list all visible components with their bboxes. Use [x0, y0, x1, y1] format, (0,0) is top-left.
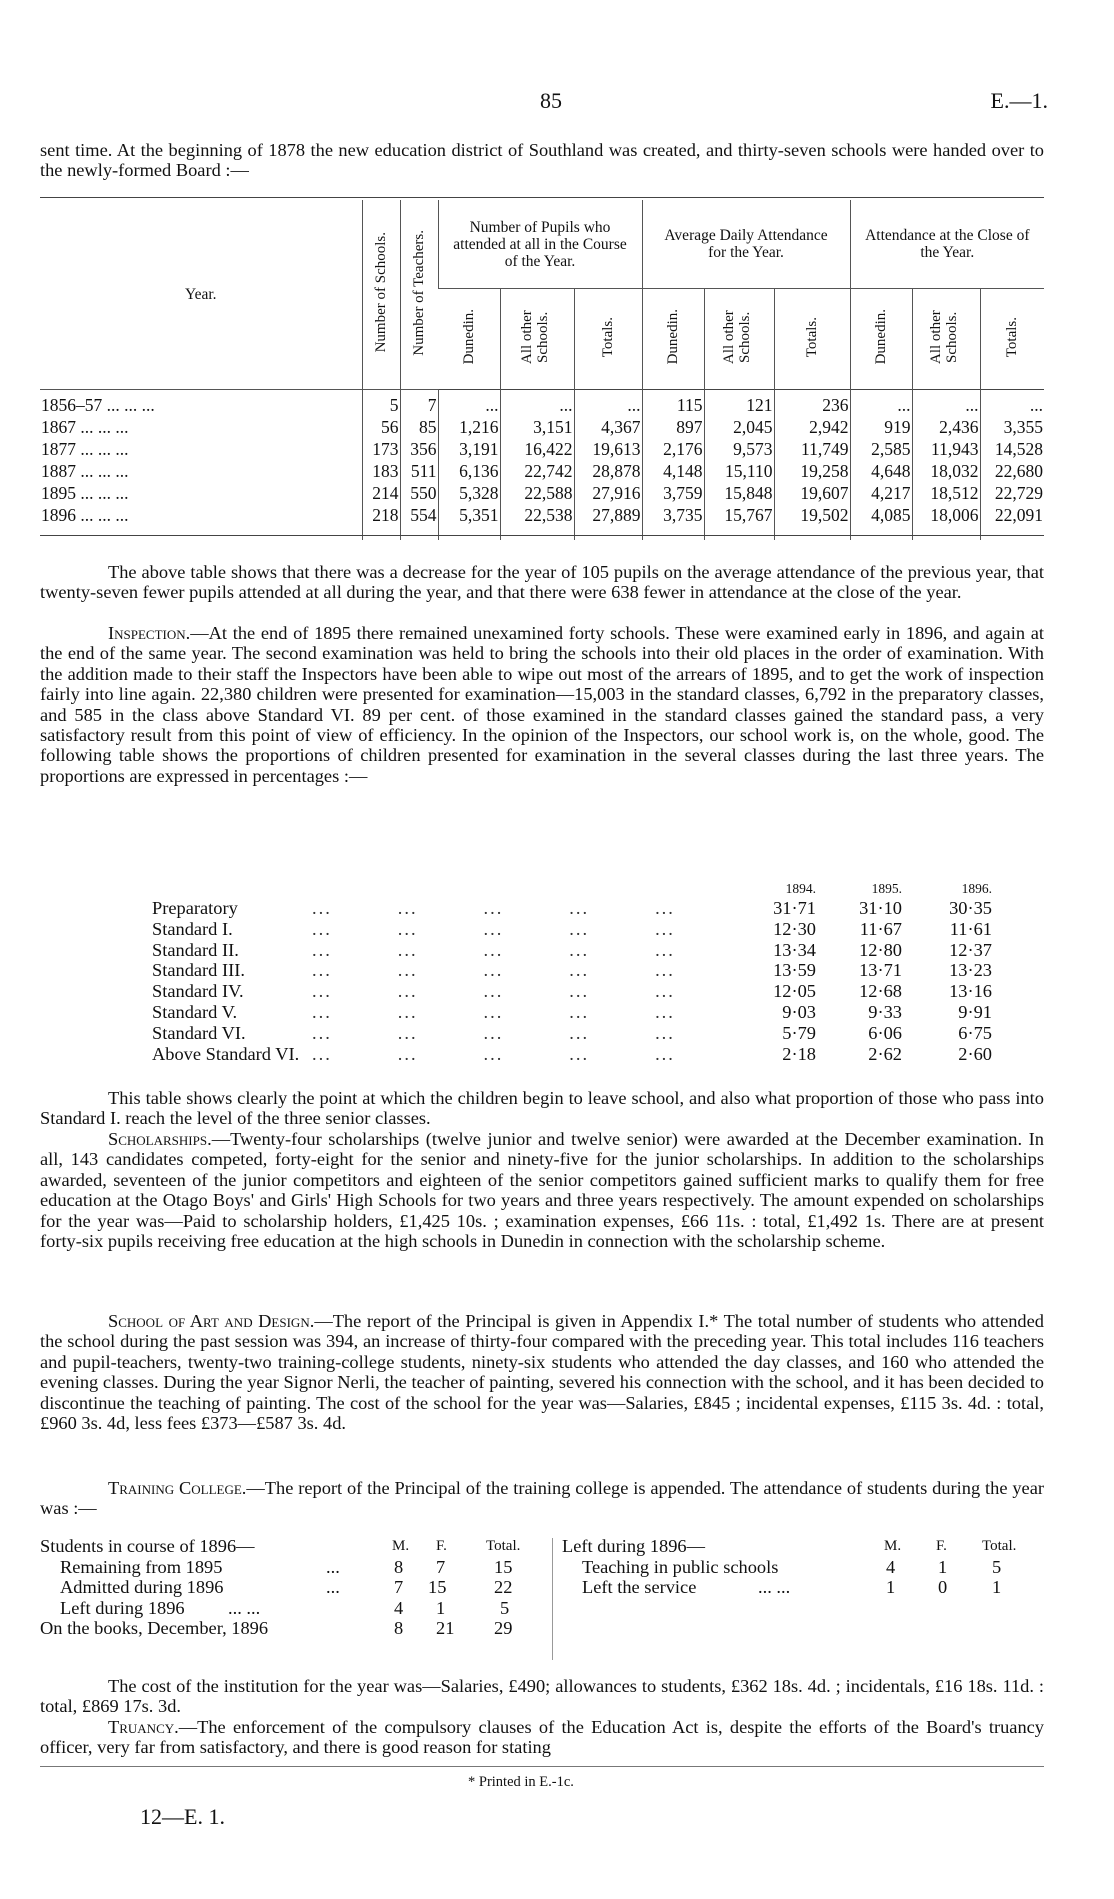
cell-b-d: 4,148 — [642, 460, 704, 482]
cell-c-d: 4,085 — [850, 504, 912, 526]
sub-dunedin-header: Dunedin. — [665, 309, 682, 365]
cell-c-o: 18,032 — [912, 460, 980, 482]
percentage-value: 5·79 — [782, 1022, 816, 1043]
list-item — [152, 918, 992, 940]
paragraph-inspection — [40, 623, 1044, 786]
sub-totals-header: Totals. — [1004, 316, 1021, 358]
row-label: Teaching in public schools — [582, 1556, 779, 1577]
cell-schools: 214 — [362, 482, 400, 504]
cell-a-d: 3,191 — [438, 438, 500, 460]
sub-other-header: All other Schools. — [519, 310, 551, 364]
value-m: 7 — [394, 1577, 404, 1597]
group-average-header: Average Daily Attendance for the Year. — [642, 200, 850, 289]
cell-c-t: ... — [980, 390, 1044, 417]
class-label: Above Standard VI. — [152, 1043, 300, 1064]
value-f: 0 — [938, 1577, 948, 1597]
cell-year: 1856–57 ... ... ... — [41, 395, 155, 415]
cell-a-o: 22,742 — [500, 460, 574, 482]
cell-b-o: 15,110 — [704, 460, 774, 482]
percentage-value: 30·35 — [949, 898, 992, 918]
value-total: 1 — [992, 1577, 1002, 1597]
percentage-value: 13·71 — [859, 960, 902, 981]
list-item — [152, 1022, 992, 1044]
percentage-value: 13·16 — [949, 981, 992, 1002]
cell-c-o: ... — [912, 390, 980, 417]
cell-year: 1877 ... ... ... — [41, 439, 129, 459]
dot-leader: ... ... ... ... ... — [312, 981, 675, 1002]
sub-other-header: All other Schools. — [721, 310, 754, 364]
cell-year: 1895 ... ... ... — [41, 483, 129, 503]
cell-c-t: 22,680 — [980, 460, 1044, 482]
cell-a-d: 6,136 — [438, 460, 500, 482]
list-item — [562, 1557, 1052, 1578]
col-m-header: M. — [884, 1538, 902, 1554]
dot-leader: ... ... ... ... ... — [312, 960, 675, 981]
col-f-header: F. — [936, 1538, 947, 1554]
value-m: 4 — [394, 1597, 404, 1618]
cell-c-d: 4,217 — [850, 482, 912, 504]
percentage-value: 6·75 — [958, 1022, 992, 1043]
students-in-course-title: Students in course of 1896— — [40, 1536, 255, 1556]
cell-a-o: ... — [500, 390, 574, 417]
value-m: 8 — [394, 1556, 404, 1577]
row-dots: ... — [326, 1556, 340, 1577]
cell-c-o: 2,436 — [912, 416, 980, 438]
col-total-header: Total. — [982, 1538, 1017, 1554]
cell-b-o: 121 — [704, 390, 774, 417]
dot-leader: ... ... ... ... ... — [312, 898, 675, 918]
scholarships-heading: Scholarships. — [108, 1129, 212, 1149]
row-dots: ... — [326, 1577, 340, 1597]
value-f: 7 — [436, 1556, 446, 1577]
year-header-1896: 1896. — [961, 881, 992, 896]
cell-c-d: 2,585 — [850, 438, 912, 460]
value-f: 1 — [436, 1597, 446, 1618]
class-label: Standard V. — [152, 1001, 238, 1022]
cell-schools: 218 — [362, 504, 400, 526]
percentage-value: 12·05 — [773, 981, 816, 1002]
page-reference: E.—1. — [990, 88, 1048, 113]
cell-b-d: 897 — [642, 416, 704, 438]
dot-leader: ... ... ... ... ... — [312, 939, 675, 960]
cell-a-d: ... — [438, 390, 500, 417]
art-design-text: —The report of the Principal is given in Appendix I.* The total number of students who attended the school during the past session was 394, an increase of thirty-four compared with the preceding year. This total includes 116 teachers and pupil-teachers, twenty-two training-college students, ninety-six students who attended the day classes, and 160 who attended the evening classes. During the year Signor Nerli, the teacher of painting, severed his connection with the school, and it has been decided to discontinue the teaching of painting. The cost of the school for the year was—Salaries, £845 ; incidental expenses, £115 3s. 4d. : total, £960 3s. 4d, less fees £373—£587 3s. 4d. — [40, 1311, 1044, 1434]
cell-schools: 173 — [362, 438, 400, 460]
table-top-rule — [40, 197, 1044, 198]
cell-c-d: ... — [850, 390, 912, 417]
cell-a-t: 19,613 — [574, 438, 642, 460]
cell-year: 1896 ... ... ... — [41, 505, 129, 525]
list-item — [40, 1598, 550, 1619]
table-spacer-row — [40, 526, 1044, 540]
percentage-value: 12·37 — [949, 939, 992, 960]
cell-b-d: 2,176 — [642, 438, 704, 460]
statistics-table — [40, 200, 1044, 540]
dot-leader: ... ... ... ... ... — [312, 1022, 675, 1043]
cell-b-t: 2,942 — [774, 416, 850, 438]
cell-schools: 5 — [362, 390, 400, 417]
sub-other-header: All other Schools. — [928, 310, 961, 364]
list-item — [152, 1001, 992, 1023]
truancy-heading: Truancy. — [108, 1717, 179, 1737]
dot-leader: ... ... ... ... ... — [312, 1043, 675, 1064]
percentage-value: 6·06 — [868, 1022, 902, 1043]
value-total: 15 — [494, 1556, 513, 1577]
cell-a-t: 28,878 — [574, 460, 642, 482]
cell-a-o: 3,151 — [500, 416, 574, 438]
cell-b-t: 19,258 — [774, 460, 850, 482]
cell-a-d: 5,328 — [438, 482, 500, 504]
list-item — [152, 898, 992, 919]
col-total-header: Total. — [486, 1538, 521, 1554]
percentages-table — [152, 880, 992, 1064]
cell-teachers: 511 — [400, 460, 438, 482]
cell-b-d: 3,735 — [642, 504, 704, 526]
percentage-value: 12·68 — [859, 981, 902, 1002]
list-item — [152, 960, 992, 981]
cell-c-t: 3,355 — [980, 416, 1044, 438]
cell-teachers: 356 — [400, 438, 438, 460]
inspection-text: —At the end of 1895 there remained unexamined forty schools. These were examined early in 1896, and again at the end of the same year. The second examination was held to bring the schools into their old places in the order of examination. With the addition made to their staff the Inspectors have been able to wipe out most of the arrears of 1895, and to get the work of inspection fairly into line again. 22,380 children were presented for examination—15,003 in the standard classes, 6,792 in the preparatory classes, and 585 in the class above Standard VI. 89 per cent. of those examined in the standard classes gained the standard pass, a very satisfactory result from this point of view of efficiency. In the opinion of the Inspectors, our school work is, on the whole, good. The following table shows the proportions of children presented for examination in the several classes during the last three years. The proportions are expressed in percentages :— — [40, 623, 1044, 786]
cell-a-d: 5,351 — [438, 504, 500, 526]
percentage-value: 2·18 — [782, 1043, 816, 1064]
cell-a-t: 27,889 — [574, 504, 642, 526]
cell-b-d: 3,759 — [642, 482, 704, 504]
cell-b-o: 2,045 — [704, 416, 774, 438]
art-design-heading: School of Art and Design. — [108, 1311, 315, 1331]
cell-teachers: 550 — [400, 482, 438, 504]
cell-teachers: 554 — [400, 504, 438, 526]
cell-b-o: 9,573 — [704, 438, 774, 460]
col-year-header: Year. — [40, 200, 362, 390]
table-row — [40, 460, 1044, 482]
cell-schools: 183 — [362, 460, 400, 482]
training-table-divider — [552, 1538, 553, 1660]
row-label: On the books, December, 1896 — [40, 1618, 269, 1638]
row-label: Left during 1896 — [60, 1597, 185, 1618]
footer-reference: 12—E. 1. — [140, 1804, 225, 1829]
table-bottom-rule — [40, 535, 1044, 536]
col-schools-header: Number of Schools. — [373, 232, 389, 353]
paragraph-training-college — [40, 1478, 1044, 1519]
paragraph-art-design — [40, 1311, 1044, 1433]
cell-c-t: 14,528 — [980, 438, 1044, 460]
row-label: Remaining from 1895 — [60, 1556, 223, 1577]
value-m: 8 — [394, 1618, 404, 1638]
class-label: Standard I. — [152, 918, 233, 939]
year-header-1895: 1895. — [871, 881, 902, 896]
dot-leader: ... ... ... ... ... — [312, 918, 675, 939]
cell-teachers: 7 — [400, 390, 438, 417]
cell-a-o: 22,538 — [500, 504, 574, 526]
cell-year: 1887 ... ... ... — [41, 461, 129, 481]
table-row — [40, 504, 1044, 526]
value-f: 21 — [436, 1618, 455, 1638]
col-teachers-header: Number of Teachers. — [411, 229, 427, 356]
table-row — [40, 482, 1044, 504]
intro-paragraph: sent time. At the beginning of 1878 the new education district of Southland was created, and thirty-seven schools were handed over to the newly-formed Board :— — [40, 140, 1044, 181]
cell-c-o: 18,006 — [912, 504, 980, 526]
cell-c-t: 22,729 — [980, 482, 1044, 504]
paragraph-truancy — [40, 1717, 1044, 1758]
percentage-value: 9·33 — [868, 1001, 902, 1022]
cell-a-d: 1,216 — [438, 416, 500, 438]
cell-a-o: 16,422 — [500, 438, 574, 460]
training-text: —The report of the Principal of the training college is appended. The attendance of students during the year was :— — [40, 1478, 1044, 1519]
percentage-value: 31·10 — [859, 898, 902, 918]
truancy-text: —The enforcement of the compulsory clauses of the Education Act is, despite the efforts of the Board's truancy officer, very far from satisfactory, and there is good reason for stating — [40, 1717, 1044, 1758]
left-during-table — [562, 1536, 1052, 1598]
list-item — [152, 939, 992, 961]
footnote-rule — [40, 1766, 1044, 1767]
footnote: * Printed in E.-1c. — [468, 1774, 574, 1790]
percentage-value: 13·59 — [773, 960, 816, 981]
table-row — [40, 390, 1044, 417]
cell-schools: 56 — [362, 416, 400, 438]
list-item — [152, 981, 992, 1002]
cell-b-t: 11,749 — [774, 438, 850, 460]
cell-b-d: 115 — [642, 390, 704, 417]
inspection-heading: Inspection. — [108, 623, 191, 643]
cell-c-d: 4,648 — [850, 460, 912, 482]
list-item — [40, 1557, 550, 1578]
value-f: 1 — [938, 1556, 948, 1577]
sub-totals-header: Totals. — [600, 316, 616, 358]
cell-b-o: 15,767 — [704, 504, 774, 526]
row-label: Left the service — [582, 1577, 697, 1597]
cell-year: 1867 ... ... ... — [41, 417, 129, 437]
scholarships-text: —Twenty-four scholarships (twelve junior and twelve senior) were awarded at the December examination. In all, 143 candidates competed, forty-eight for the senior and ninety-five for the junior scholarships. In addition to the scholarships awarded, seventeen of the junior competitors and eighteen of the senior competitors gained sufficient marks to qualify them for free education at the Otago Boys' and Girls' High Schools for two years and three years respectively. The amount expended on scholarships for the year was—Paid to scholarship holders, £1,425 10s. ; examination expenses, £66 11s. : total, £1,492 1s. There are at present forty-six pupils receiving free education at the high schools in Dunedin in connection with the scholarship scheme. — [40, 1129, 1044, 1252]
class-label: Standard III. — [152, 960, 245, 981]
value-m: 4 — [886, 1556, 896, 1577]
class-label: Standard VI. — [152, 1022, 246, 1043]
cell-b-t: 19,502 — [774, 504, 850, 526]
value-total: 5 — [992, 1556, 1002, 1577]
value-total: 22 — [494, 1577, 513, 1597]
class-label: Preparatory — [152, 898, 238, 918]
list-item — [152, 1043, 992, 1065]
sub-dunedin-header: Dunedin. — [460, 309, 477, 365]
paragraph-scholarships — [40, 1129, 1044, 1251]
row-dots: ... ... — [758, 1577, 791, 1597]
cell-c-o: 11,943 — [912, 438, 980, 460]
cell-a-t: 4,367 — [574, 416, 642, 438]
list-item — [562, 1577, 1052, 1598]
left-during-title: Left during 1896— — [562, 1536, 706, 1556]
cell-c-d: 919 — [850, 416, 912, 438]
row-dots: ... ... — [228, 1597, 261, 1618]
value-m: 1 — [886, 1577, 896, 1597]
percentage-value: 13·34 — [773, 939, 816, 960]
cell-b-t: 19,607 — [774, 482, 850, 504]
students-in-course-table — [40, 1536, 550, 1639]
cell-a-t: 27,916 — [574, 482, 642, 504]
percentage-value: 11·61 — [949, 918, 992, 939]
percentage-value: 13·23 — [949, 960, 992, 981]
group-close-header: Attendance at the Close of the Year. — [850, 200, 1044, 289]
cell-b-t: 236 — [774, 390, 850, 417]
cell-a-o: 22,588 — [500, 482, 574, 504]
percentage-value: 12·30 — [773, 918, 816, 939]
percentage-value: 31·71 — [773, 898, 816, 918]
training-heading: Training College. — [108, 1478, 247, 1498]
percentage-value: 9·03 — [782, 1001, 816, 1022]
cell-teachers: 85 — [400, 416, 438, 438]
paragraph-table-shows: This table shows clearly the point at which the children begin to leave school, and also what proportion of those who pass into Standard I. reach the level of the three senior classes. — [40, 1088, 1044, 1129]
value-total: 29 — [494, 1618, 513, 1638]
percentage-value: 2·60 — [958, 1043, 992, 1064]
sub-totals-header: Totals. — [804, 316, 821, 358]
col-m-header: M. — [392, 1538, 410, 1554]
cell-c-t: 22,091 — [980, 504, 1044, 526]
paragraph-cost: The cost of the institution for the year was—Salaries, £490; allowances to students, £362 18s. 4d. ; incidentals, £16 18s. 11d. : total, £869 17s. 3d. — [40, 1676, 1044, 1717]
percentage-value: 2·62 — [868, 1043, 902, 1064]
dot-leader: ... ... ... ... ... — [312, 1001, 675, 1022]
table-row — [40, 416, 1044, 438]
col-f-header: F. — [436, 1538, 447, 1554]
percentage-value: 11·67 — [859, 918, 902, 939]
list-item — [40, 1577, 550, 1598]
list-item — [40, 1618, 550, 1639]
table-row — [40, 438, 1044, 460]
cell-c-o: 18,512 — [912, 482, 980, 504]
cell-b-o: 15,848 — [704, 482, 774, 504]
row-label: Admitted during 1896 — [60, 1577, 224, 1597]
page-number: 85 — [540, 88, 562, 113]
value-f: 15 — [428, 1577, 447, 1597]
group-attended-header: Number of Pupils who attended at all in the Course of the Year. — [438, 200, 642, 289]
sub-dunedin-header: Dunedin. — [873, 309, 890, 365]
class-label: Standard IV. — [152, 981, 244, 1002]
percentage-value: 9·91 — [958, 1001, 992, 1022]
year-header-1894: 1894. — [785, 881, 816, 896]
paragraph-decrease: The above table shows that there was a decrease for the year of 105 pupils on the average attendance of the previous year, that twenty-seven fewer pupils attended at all during the year, and that there were 638 fewer in attendance at the close of the year. — [40, 562, 1044, 603]
percentage-value: 12·80 — [859, 939, 902, 960]
value-total: 5 — [500, 1597, 510, 1618]
class-label: Standard II. — [152, 939, 239, 960]
cell-a-t: ... — [574, 390, 642, 417]
